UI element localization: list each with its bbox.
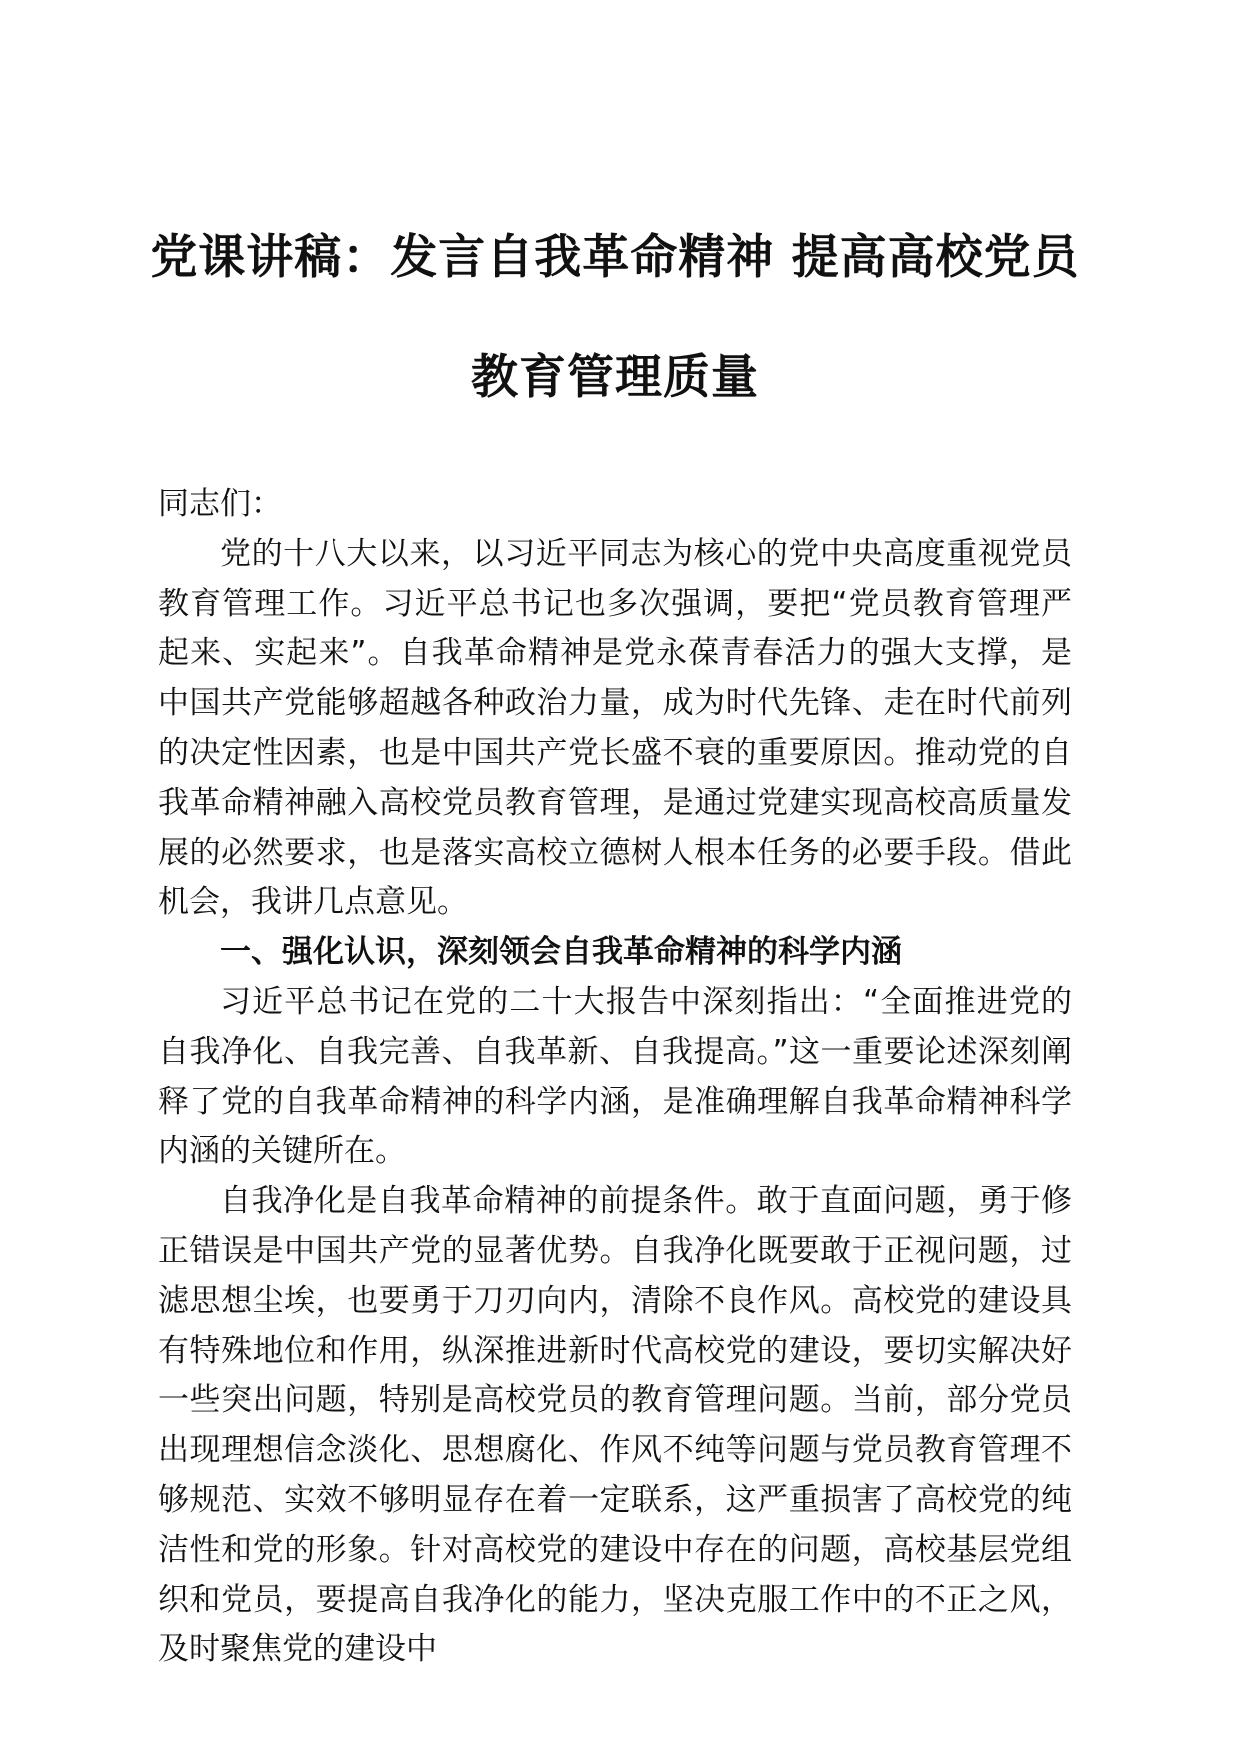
paragraph-section1-2: 自我净化是自我革命精神的前提条件。敢于直面问题，勇于修正错误是中国共产党的显著优势。自我净化既要敢于正视问题，过滤思想尘埃，也要勇于刀刃向内，清除不良作风。高校党的建设具有特殊地位和作用，纵深推进新时代高校党的建设，要切实解决好一些突出问题，特别是高校党员的教育管理问题。当前，部分党员出现理想信念淡化、思想腐化、作风不纯等问题与党员教育管理不够规范、实效不够明显存在着一定联系，这严重损害了高校党的纯洁性和党的形象。针对高校党的建设中存在的问题，高校基层党组织和党员，要提高自我净化的能力，坚决克服工作中的不正之风，及时聚焦党的建设中 [158, 1183, 1072, 1668]
section-heading-1: 一、强化认识，深刻领会自我革命精神的科学内涵 [220, 934, 902, 971]
paragraph-section1-1: 习近平总书记在党的二十大报告中深刻指出：“全面推进党的自我净化、自我完善、自我革新、自我提高。”这一重要论述深刻阐释了党的自我革命精神的科学内涵，是准确理解自我革命精神科学内涵的关键所在。 [158, 983, 1072, 1170]
salutation: 同志们： [158, 486, 282, 522]
document-body [158, 480, 1072, 1675]
document-title-line-1: 党课讲稿：发言自我革命精神 提高高校党员 [150, 230, 1080, 285]
document-title-line-2: 教育管理质量 [471, 350, 759, 405]
paragraph-intro: 党的十八大以来，以习近平同志为核心的党中央高度重视党员教育管理工作。习近平总书记也多次强调，要把“党员教育管理严起来、实起来”。自我革命精神是党永葆青春活力的强大支撑，是中国共产党能够超越各种政治力量，成为时代先锋、走在时代前列的决定性因素，也是中国共产党长盛不衰的重要原因。推动党的自我革命精神融入高校党员教育管理，是通过党建实现高校高质量发展的必然要求，也是落实高校立德树人根本任务的必要手段。借此机会，我讲几点意见。 [158, 535, 1072, 921]
